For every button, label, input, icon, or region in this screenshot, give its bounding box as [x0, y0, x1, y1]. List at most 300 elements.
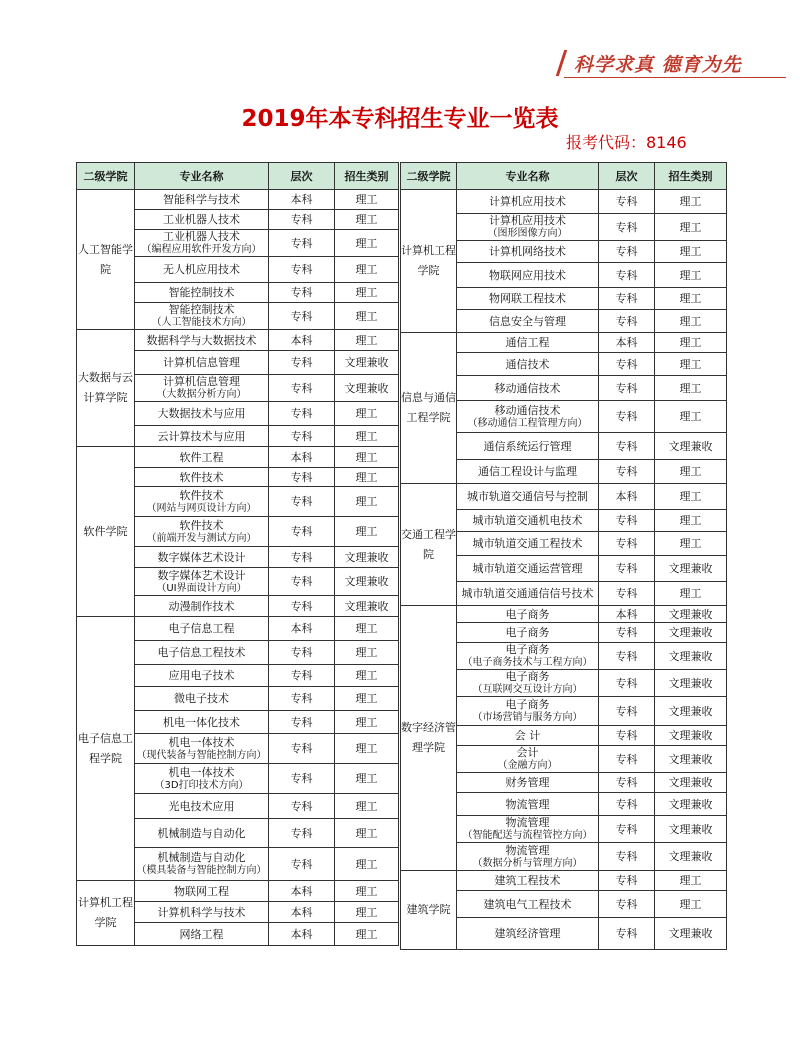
major-name: 物流管理 — [505, 797, 550, 811]
category-cell: 理工 — [655, 288, 727, 310]
major-name: 计算机信息管理 — [163, 375, 240, 388]
table-row — [77, 330, 399, 351]
major-cell — [457, 510, 599, 532]
level-cell: 专科 — [269, 351, 335, 375]
level-cell: 本科 — [599, 333, 655, 353]
major-name: 通信系统运行管理 — [483, 439, 572, 453]
major-name: 工业机器人技术 — [163, 230, 240, 243]
level-cell: 专科 — [269, 517, 335, 547]
major-name: 动漫制作技术 — [168, 599, 235, 613]
major-cell — [135, 794, 269, 819]
category-cell: 文理兼收 — [655, 433, 727, 460]
major-name: 城市轨道交通通信信号技术 — [461, 587, 594, 600]
major-name: 移动通信技术 — [494, 381, 561, 395]
major-name: 物联网应用技术 — [489, 268, 566, 282]
major-cell — [457, 773, 599, 793]
major-cell — [135, 468, 269, 487]
level-cell: 本科 — [599, 606, 655, 623]
major-cell — [135, 547, 269, 568]
major-cell — [135, 641, 269, 665]
major-name: 电子商务 — [505, 698, 550, 711]
header-college: 二级学院 — [401, 163, 457, 190]
major-direction: （电子商务技术与工程方向） — [462, 657, 593, 668]
category-cell: 理工 — [655, 871, 727, 891]
major-name: 物网联工程技术 — [489, 292, 566, 305]
major-direction: （编程应用软件开发方向） — [141, 244, 262, 255]
major-name: 计算机信息管理 — [163, 356, 240, 369]
category-cell: 理工 — [335, 687, 399, 711]
category-cell: 理工 — [335, 468, 399, 487]
level-cell: 专科 — [599, 288, 655, 310]
level-cell: 专科 — [599, 460, 655, 484]
table-row — [401, 333, 727, 353]
major-cell — [457, 310, 599, 333]
major-name: 数字媒体艺术设计 — [157, 568, 246, 582]
major-name: 物联网工程 — [174, 884, 229, 898]
major-name: 物流管理 — [505, 816, 550, 829]
major-cell — [457, 288, 599, 310]
major-name: 城市轨道交通信号与控制 — [467, 490, 588, 503]
level-cell: 专科 — [599, 843, 655, 871]
major-name: 智能控制技术 — [168, 286, 235, 299]
category-cell: 理工 — [335, 848, 399, 881]
major-direction: （大数据分析方向） — [156, 389, 247, 400]
level-cell: 专科 — [269, 819, 335, 848]
category-cell: 理工 — [335, 711, 399, 734]
category-cell: 理工 — [335, 487, 399, 517]
major-name: 软件技术 — [179, 470, 224, 484]
major-cell — [457, 606, 599, 623]
slogan-banner — [560, 48, 786, 78]
level-cell: 专科 — [599, 532, 655, 556]
level-cell: 专科 — [269, 487, 335, 517]
major-name: 电子商务 — [505, 626, 550, 639]
major-direction: （UI界面设计方向） — [156, 582, 247, 594]
level-cell: 本科 — [599, 484, 655, 510]
header-level: 层次 — [599, 163, 655, 190]
major-cell — [135, 283, 269, 303]
major-name: 电子信息工程 — [168, 622, 235, 635]
major-cell — [135, 819, 269, 848]
major-name: 机电一体化技术 — [163, 715, 240, 729]
major-cell — [135, 330, 269, 351]
category-cell: 文理兼收 — [655, 606, 727, 623]
major-cell — [135, 568, 269, 596]
level-cell: 专科 — [599, 670, 655, 697]
major-name: 智能科学与技术 — [163, 193, 240, 206]
major-cell — [457, 460, 599, 484]
category-cell: 理工 — [335, 230, 399, 257]
major-name: 城市轨道交通工程技术 — [472, 537, 583, 550]
college-cell: 大数据与云计算学院 — [77, 330, 135, 447]
major-name: 通信技术 — [505, 357, 550, 371]
level-cell: 专科 — [269, 547, 335, 568]
major-name: 电子商务 — [505, 607, 550, 621]
major-cell — [457, 190, 599, 214]
major-name: 通信工程 — [505, 336, 550, 349]
category-cell: 理工 — [655, 510, 727, 532]
category-cell: 理工 — [655, 190, 727, 214]
level-cell: 专科 — [269, 711, 335, 734]
major-cell — [135, 734, 269, 764]
header-category: 招生类别 — [335, 163, 399, 190]
category-cell: 理工 — [335, 794, 399, 819]
category-cell: 理工 — [655, 891, 727, 918]
table-header-row — [77, 163, 399, 190]
slogan-accent-bar — [556, 50, 567, 76]
level-cell: 专科 — [599, 582, 655, 606]
category-cell: 理工 — [335, 330, 399, 351]
level-cell: 专科 — [269, 468, 335, 487]
major-cell — [135, 848, 269, 881]
college-cell: 软件学院 — [77, 447, 135, 617]
major-cell — [457, 376, 599, 401]
college-cell: 计算机工程学院 — [77, 881, 135, 946]
major-cell — [457, 726, 599, 746]
level-cell: 专科 — [269, 257, 335, 283]
major-name: 建筑电气工程技术 — [483, 897, 572, 911]
level-cell: 专科 — [599, 263, 655, 288]
major-cell — [457, 891, 599, 918]
level-cell: 专科 — [599, 556, 655, 582]
category-cell: 文理兼收 — [655, 623, 727, 643]
major-cell — [457, 582, 599, 606]
major-name: 应用电子技术 — [168, 669, 235, 682]
major-cell — [135, 303, 269, 330]
major-direction: （金融方向） — [497, 760, 558, 771]
college-cell: 建筑学院 — [401, 871, 457, 950]
college-cell: 人工智能学院 — [77, 190, 135, 330]
category-cell: 理工 — [335, 617, 399, 641]
category-cell: 文理兼收 — [335, 596, 399, 617]
level-cell: 专科 — [599, 214, 655, 241]
major-cell — [135, 230, 269, 257]
major-cell — [457, 214, 599, 241]
major-cell — [135, 881, 269, 902]
category-cell: 理工 — [335, 641, 399, 665]
header-major: 专业名称 — [135, 163, 269, 190]
category-cell: 理工 — [335, 923, 399, 946]
category-cell: 文理兼收 — [655, 556, 727, 582]
major-cell — [457, 643, 599, 670]
major-direction: （数据分析与管理方向） — [472, 857, 583, 869]
major-cell — [135, 447, 269, 468]
table-row — [401, 606, 727, 623]
major-direction: （智能配送与流程管控方向） — [462, 830, 593, 841]
level-cell: 专科 — [269, 764, 335, 794]
major-cell — [457, 793, 599, 816]
major-cell — [457, 843, 599, 871]
level-cell: 专科 — [599, 190, 655, 214]
level-cell: 专科 — [269, 848, 335, 881]
major-cell — [457, 670, 599, 697]
major-cell — [457, 556, 599, 582]
table-row — [401, 484, 727, 510]
level-cell: 专科 — [599, 433, 655, 460]
level-cell: 专科 — [599, 773, 655, 793]
table-row — [77, 617, 399, 641]
table-row — [77, 447, 399, 468]
level-cell: 本科 — [269, 923, 335, 946]
major-cell — [135, 711, 269, 734]
category-cell: 理工 — [335, 764, 399, 794]
major-cell — [135, 517, 269, 547]
major-name: 建筑工程技术 — [494, 874, 561, 887]
category-cell: 理工 — [655, 582, 727, 606]
major-cell — [457, 918, 599, 950]
major-name: 机械制造与自动化 — [157, 851, 246, 864]
category-cell: 文理兼收 — [335, 351, 399, 375]
major-direction: （前端开发与测试方向） — [146, 532, 257, 544]
level-cell: 专科 — [599, 871, 655, 891]
major-cell — [457, 746, 599, 773]
major-cell — [457, 263, 599, 288]
category-cell: 理工 — [335, 447, 399, 468]
major-cell — [457, 532, 599, 556]
college-cell: 交通工程学院 — [401, 484, 457, 606]
major-cell — [135, 375, 269, 402]
level-cell: 本科 — [269, 190, 335, 210]
major-name: 数据科学与大数据技术 — [146, 333, 257, 347]
major-direction: （网站与网页设计方向） — [146, 502, 257, 514]
level-cell: 专科 — [599, 918, 655, 950]
major-name: 建筑经济管理 — [494, 927, 561, 940]
table-row — [77, 881, 399, 902]
header-major: 专业名称 — [457, 163, 599, 190]
table-row — [77, 190, 399, 210]
major-cell — [457, 697, 599, 726]
category-cell: 理工 — [655, 353, 727, 376]
category-cell: 文理兼收 — [655, 843, 727, 871]
major-name: 软件技术 — [179, 518, 224, 532]
major-name: 移动通信技术 — [494, 403, 561, 417]
major-name: 电子商务 — [505, 643, 550, 656]
level-cell: 专科 — [269, 568, 335, 596]
category-cell: 文理兼收 — [655, 746, 727, 773]
major-name: 会计 — [516, 746, 539, 759]
major-direction: （图形图像方向） — [487, 228, 568, 239]
major-cell — [135, 764, 269, 794]
major-cell — [457, 353, 599, 376]
category-cell: 理工 — [655, 401, 727, 433]
level-cell: 专科 — [599, 816, 655, 843]
major-name: 工业机器人技术 — [163, 213, 240, 226]
category-cell: 文理兼收 — [335, 568, 399, 596]
level-cell: 专科 — [269, 230, 335, 257]
majors-table-right — [400, 162, 727, 950]
category-cell: 文理兼收 — [655, 918, 727, 950]
level-cell: 本科 — [269, 881, 335, 902]
major-name: 会 计 — [514, 729, 541, 742]
category-cell: 文理兼收 — [335, 547, 399, 568]
category-cell: 文理兼收 — [655, 697, 727, 726]
major-cell — [135, 257, 269, 283]
major-cell — [457, 333, 599, 353]
major-name: 计算机科学与技术 — [157, 905, 246, 919]
college-cell: 信息与通信工程学院 — [401, 333, 457, 484]
level-cell: 专科 — [599, 241, 655, 263]
level-cell: 专科 — [269, 303, 335, 330]
major-cell — [135, 426, 269, 447]
major-name: 智能控制技术 — [168, 303, 235, 316]
major-direction: （移动通信工程管理方向） — [467, 417, 588, 429]
level-cell: 专科 — [269, 665, 335, 687]
category-cell: 文理兼收 — [655, 816, 727, 843]
major-cell — [135, 402, 269, 426]
major-name: 机械制造与自动化 — [157, 826, 246, 840]
level-cell: 专科 — [599, 726, 655, 746]
major-name: 城市轨道交通运营管理 — [472, 562, 583, 575]
category-cell: 理工 — [655, 333, 727, 353]
major-direction: （人工智能技术方向） — [151, 317, 252, 328]
major-name: 计算机网络技术 — [489, 245, 566, 258]
level-cell: 专科 — [269, 794, 335, 819]
category-cell: 文理兼收 — [655, 773, 727, 793]
level-cell: 本科 — [269, 902, 335, 923]
level-cell: 本科 — [269, 447, 335, 468]
major-name: 无人机应用技术 — [163, 263, 240, 276]
major-cell — [135, 210, 269, 230]
major-name: 数字媒体艺术设计 — [157, 550, 246, 564]
category-cell: 理工 — [655, 241, 727, 263]
major-cell — [457, 241, 599, 263]
college-cell: 数字经济管理学院 — [401, 606, 457, 871]
category-cell: 文理兼收 — [655, 726, 727, 746]
level-cell: 本科 — [269, 330, 335, 351]
category-cell: 理工 — [335, 257, 399, 283]
major-cell — [135, 596, 269, 617]
slogan-underline — [564, 77, 786, 78]
category-cell: 理工 — [335, 734, 399, 764]
category-cell: 文理兼收 — [655, 643, 727, 670]
major-name: 软件技术 — [179, 488, 224, 502]
level-cell: 专科 — [269, 426, 335, 447]
level-cell: 专科 — [599, 510, 655, 532]
level-cell: 专科 — [599, 401, 655, 433]
major-cell — [457, 871, 599, 891]
major-direction: （市场营销与服务方向） — [472, 712, 583, 723]
category-cell: 理工 — [335, 190, 399, 210]
major-cell — [457, 623, 599, 643]
category-cell: 理工 — [335, 517, 399, 547]
major-direction: （3D打印技术方向） — [154, 779, 249, 791]
header-college: 二级学院 — [77, 163, 135, 190]
category-cell: 理工 — [335, 426, 399, 447]
major-name: 微电子技术 — [174, 692, 229, 705]
major-cell — [457, 484, 599, 510]
major-direction: （互联网交互设计方向） — [472, 684, 583, 695]
category-cell: 理工 — [335, 819, 399, 848]
major-name: 城市轨道交通机电技术 — [472, 514, 583, 527]
major-cell — [135, 617, 269, 641]
slogan-text: 科学求真 德育为先 — [574, 54, 742, 76]
level-cell: 本科 — [269, 617, 335, 641]
college-cell: 计算机工程学院 — [401, 190, 457, 333]
level-cell: 专科 — [269, 596, 335, 617]
major-name: 信息安全与管理 — [489, 314, 566, 328]
major-cell — [135, 665, 269, 687]
category-cell: 理工 — [335, 665, 399, 687]
level-cell: 专科 — [269, 283, 335, 303]
category-cell: 理工 — [655, 310, 727, 333]
major-name: 机电一体技术 — [168, 765, 235, 779]
major-name: 大数据技术与应用 — [157, 407, 246, 420]
report-code: 报考代码：8146 — [566, 133, 687, 152]
category-cell: 文理兼收 — [655, 670, 727, 697]
major-cell — [457, 401, 599, 433]
major-name: 云计算技术与应用 — [157, 429, 246, 443]
category-cell: 文理兼收 — [655, 793, 727, 816]
major-cell — [457, 433, 599, 460]
major-cell — [457, 816, 599, 843]
category-cell: 理工 — [335, 881, 399, 902]
category-cell: 文理兼收 — [335, 375, 399, 402]
major-direction: （模具装备与智能控制方向） — [136, 865, 267, 876]
level-cell: 专科 — [269, 641, 335, 665]
major-name: 电子商务 — [505, 670, 550, 683]
major-cell — [135, 190, 269, 210]
category-cell: 理工 — [655, 214, 727, 241]
level-cell: 专科 — [269, 734, 335, 764]
category-cell: 理工 — [335, 210, 399, 230]
major-name: 计算机应用技术 — [489, 214, 566, 227]
level-cell: 专科 — [599, 891, 655, 918]
category-cell: 理工 — [655, 484, 727, 510]
level-cell: 专科 — [269, 687, 335, 711]
level-cell: 专科 — [599, 310, 655, 333]
level-cell: 专科 — [599, 746, 655, 773]
major-name: 光电技术应用 — [168, 799, 235, 813]
category-cell: 理工 — [335, 402, 399, 426]
table-header-row — [401, 163, 727, 190]
major-name: 机电一体技术 — [168, 735, 235, 749]
level-cell: 专科 — [269, 210, 335, 230]
major-cell — [135, 351, 269, 375]
category-cell: 理工 — [335, 902, 399, 923]
category-cell: 理工 — [335, 283, 399, 303]
major-name: 计算机应用技术 — [489, 195, 566, 208]
major-name: 网络工程 — [179, 927, 224, 941]
category-cell: 理工 — [655, 263, 727, 288]
major-name: 电子信息工程技术 — [157, 646, 246, 659]
level-cell: 专科 — [599, 353, 655, 376]
level-cell: 专科 — [599, 697, 655, 726]
category-cell: 理工 — [655, 532, 727, 556]
major-name: 财务管理 — [505, 776, 550, 789]
major-cell — [135, 902, 269, 923]
college-cell: 电子信息工程学院 — [77, 617, 135, 881]
major-name: 通信工程设计与监理 — [478, 465, 577, 478]
level-cell: 专科 — [599, 643, 655, 670]
category-cell: 理工 — [655, 376, 727, 401]
header-level: 层次 — [269, 163, 335, 190]
page-title: 2019年本专科招生专业一览表 — [241, 106, 559, 132]
level-cell: 专科 — [269, 375, 335, 402]
major-name: 软件工程 — [179, 450, 224, 464]
header-category: 招生类别 — [655, 163, 727, 190]
table-row — [401, 190, 727, 214]
level-cell: 专科 — [269, 402, 335, 426]
major-name: 物流管理 — [505, 843, 550, 857]
major-cell — [135, 487, 269, 517]
category-cell: 理工 — [335, 303, 399, 330]
major-cell — [135, 687, 269, 711]
category-cell: 理工 — [655, 460, 727, 484]
level-cell: 专科 — [599, 623, 655, 643]
level-cell: 专科 — [599, 376, 655, 401]
major-cell — [135, 923, 269, 946]
level-cell: 专科 — [599, 793, 655, 816]
